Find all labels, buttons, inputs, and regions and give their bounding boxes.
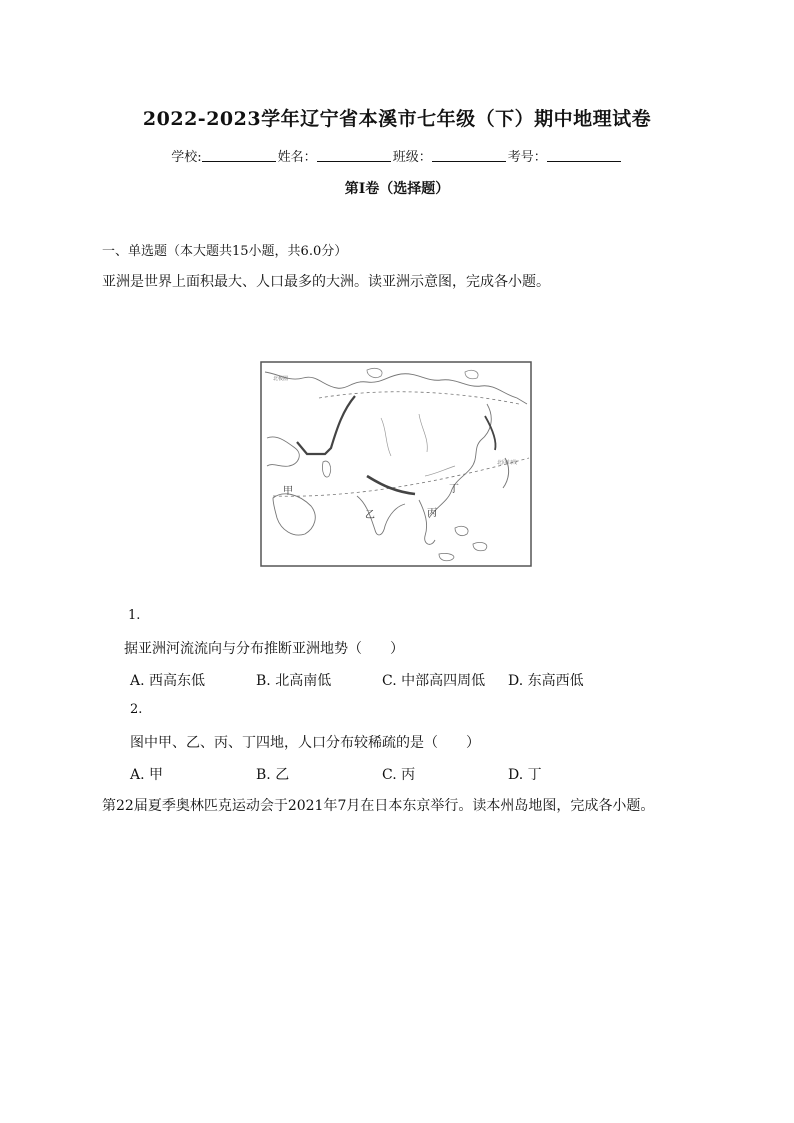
question-2-number: 2. bbox=[130, 702, 143, 717]
part-heading: 第I卷（选择题） bbox=[344, 181, 450, 197]
class-blank[interactable] bbox=[432, 149, 506, 162]
number-label: 考号： bbox=[507, 150, 547, 165]
question-1-option-c[interactable]: C. 中部高四周低 bbox=[382, 673, 486, 689]
question-2-text: 图中甲、乙、丙、丁四地，人口分布较稀疏的是（ ） bbox=[130, 735, 480, 751]
asia-map bbox=[259, 358, 533, 568]
question-2-option-a[interactable]: A. 甲 bbox=[130, 767, 164, 783]
map-label-bing: 丙 bbox=[427, 508, 437, 519]
question-1-option-d[interactable]: D. 东高西低 bbox=[508, 673, 584, 689]
section-heading: 一、单选题（本大题共15小题，共6.0分） bbox=[102, 244, 348, 259]
student-info-line bbox=[0, 146, 794, 165]
school-blank[interactable] bbox=[202, 149, 276, 162]
number-blank[interactable] bbox=[547, 149, 621, 162]
question-1-number: 1. bbox=[128, 608, 141, 623]
question-1-option-b[interactable]: B. 北高南低 bbox=[256, 673, 332, 689]
question-2-option-b[interactable]: B. 乙 bbox=[256, 767, 290, 783]
question-intro: 亚洲是世界上面积最大、人口最多的大洲。读亚洲示意图，完成各小题。 bbox=[102, 274, 550, 290]
question-1-text: 据亚洲河流流向与分布推断亚洲地势（ ） bbox=[124, 641, 404, 657]
question-2-option-d[interactable]: D. 丁 bbox=[508, 767, 542, 783]
name-label: 姓名： bbox=[277, 150, 317, 165]
exam-title: 2022-2023学年辽宁省本溪市七年级（下）期中地理试卷 bbox=[142, 108, 652, 130]
map-label-ding: 丁 bbox=[449, 484, 459, 495]
name-blank[interactable] bbox=[317, 149, 391, 162]
map-label-yi: 乙 bbox=[365, 510, 375, 521]
school-label: 学校: bbox=[171, 150, 202, 165]
question-intro-2: 第22届夏季奥林匹克运动会于2021年7月在日本东京举行。读本州岛地图，完成各小题。 bbox=[102, 798, 655, 814]
map-frame bbox=[261, 362, 531, 566]
map-label-jia: 甲 bbox=[283, 486, 293, 497]
map-label-arctic: 北极圈 bbox=[273, 376, 289, 382]
class-label: 班级： bbox=[392, 150, 432, 165]
question-2-option-c[interactable]: C. 丙 bbox=[382, 767, 416, 783]
question-1-option-a[interactable]: A. 西高东低 bbox=[130, 673, 206, 689]
map-label-tropic: 北回归线 bbox=[497, 460, 518, 466]
